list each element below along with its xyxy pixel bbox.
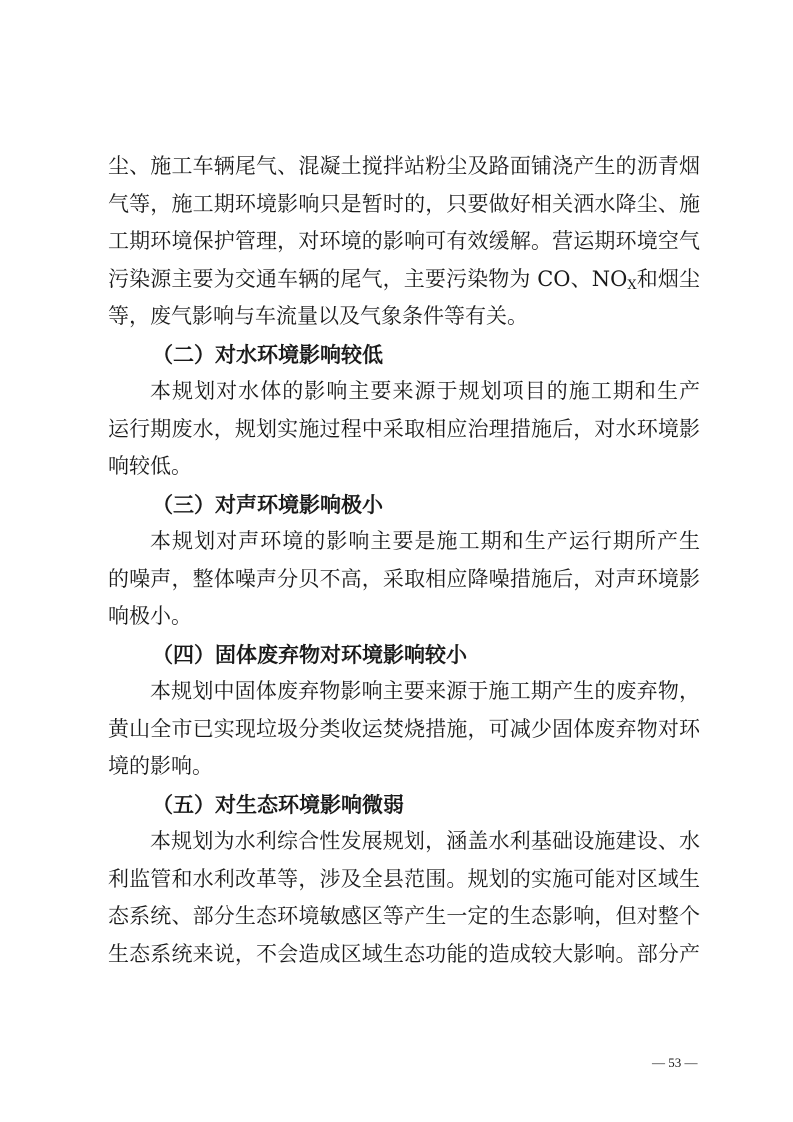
paragraph-line: 气等，施工期环境影响只是暂时的，只要做好相关洒水降尘、施 — [108, 191, 700, 216]
paragraph-line — [108, 261, 700, 299]
paragraph-line: 等，废气影响与车流量以及气象条件等有关。 — [108, 304, 528, 328]
paragraph-line: 工期环境保护管理，对环境的影响可有效缓解。营运期环境空气 — [108, 229, 700, 253]
paragraph-line: 黄山全市已实现垃圾分类收运焚烧措施，可减少固体废弃物对环 — [108, 716, 700, 741]
section-heading: （二）对水环境影响较低 — [152, 341, 383, 367]
paragraph-line: 本规划为水利综合性发展规划，涵盖水利基础设施建设、水 — [150, 829, 700, 853]
text-run: 污染源主要为交通车辆的尾气，主要污染物为 CO、NO — [108, 266, 628, 291]
paragraph-line: 尘、施工车辆尾气、混凝土搅拌站粉尘及路面铺浇产生的沥青烟 — [108, 154, 700, 178]
paragraph-line: 态系统、部分生态环境敏感区等产生一定的生态影响，但对整个 — [108, 904, 700, 928]
subscript: X — [627, 277, 637, 293]
section-heading: （三）对声环境影响极小 — [152, 491, 383, 517]
text-run: 和烟尘 — [636, 266, 700, 291]
paragraph-line: 境的影响。 — [108, 754, 213, 778]
paragraph-line: 的噪声，整体噪声分贝不高，采取相应降噪措施后，对声环境影 — [108, 566, 700, 591]
paragraph-line: 生态系统来说，不会造成区域生态功能的造成较大影响。部分产 — [108, 941, 700, 966]
paragraph-line: 本规划对声环境的影响主要是施工期和生产运行期所产生 — [150, 529, 700, 553]
paragraph-line: 响较低。 — [108, 454, 192, 478]
section-heading: （五）对生态环境影响微弱 — [152, 791, 404, 817]
paragraph-line: 利监管和水利改革等，涉及全县范围。规划的实施可能对区域生 — [108, 866, 700, 891]
page-number: — 53 — — [652, 1055, 698, 1070]
paragraph-line: 本规划对水体的影响主要来源于规划项目的施工期和生产 — [150, 379, 700, 403]
paragraph-line: 本规划中固体废弃物影响主要来源于施工期产生的废弃物， — [150, 679, 700, 703]
paragraph-line: 响极小。 — [108, 604, 192, 628]
document-body — [108, 148, 700, 973]
paragraph-line: 运行期废水，规划实施过程中采取相应治理措施后，对水环境影 — [108, 416, 700, 441]
section-heading: （四）固体废弃物对环境影响较小 — [152, 641, 467, 667]
